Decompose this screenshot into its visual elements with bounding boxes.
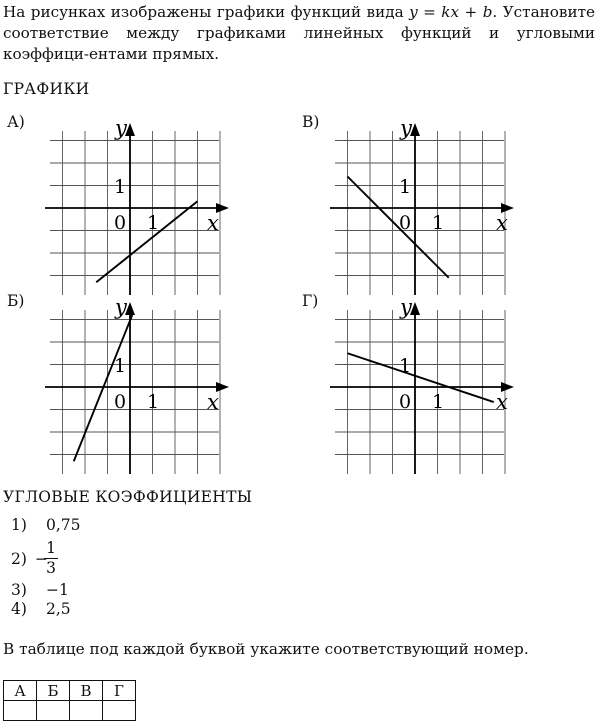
x-axis-label: x: [496, 211, 508, 235]
answer-cell-b[interactable]: [37, 701, 70, 721]
answer-header-v: В: [70, 681, 103, 701]
y-one-label: 1: [399, 176, 412, 198]
graph-b: [43, 295, 233, 482]
y-axis-label: y: [115, 295, 127, 319]
option-number: 2): [11, 550, 27, 568]
fraction-minus: −: [35, 550, 48, 568]
option-number: 3): [11, 581, 27, 599]
origin-label: 0: [114, 391, 127, 413]
answer-header-g: Г: [103, 681, 136, 701]
graph-a: [43, 116, 233, 303]
answer-header-a: А: [4, 681, 37, 701]
answer-table: [3, 680, 136, 721]
graph-v: [328, 116, 518, 303]
origin-label: 0: [399, 391, 412, 413]
answer-cell-v[interactable]: [70, 701, 103, 721]
answer-header-b: Б: [37, 681, 70, 701]
option-value: 0,75: [46, 516, 81, 534]
answer-cell-g[interactable]: [103, 701, 136, 721]
intro-text-start: На рисунках изображены графики функций вида: [3, 3, 410, 21]
option-value: −1: [46, 581, 69, 599]
answer-cell-a[interactable]: [4, 701, 37, 721]
y-one-label: 1: [114, 355, 127, 377]
y-one-label: 1: [399, 355, 412, 377]
x-one-label: 1: [432, 391, 445, 413]
origin-label: 0: [399, 212, 412, 234]
answer-table-header-row: [4, 681, 136, 701]
task-statement: [3, 2, 595, 65]
fraction-numerator: 1: [46, 539, 56, 557]
graphs-heading: ГРАФИКИ: [3, 80, 90, 98]
x-one-label: 1: [147, 212, 160, 234]
graph-b-line: [74, 315, 133, 461]
graph-label-v: В): [302, 113, 320, 131]
x-axis-label: x: [207, 390, 219, 414]
fraction-one-third: [44, 540, 58, 577]
x-axis-label: x: [496, 390, 508, 414]
graph-g: [328, 295, 518, 482]
coefficients-heading: УГЛОВЫЕ КОЭФФИЦИЕНТЫ: [3, 488, 253, 506]
fraction-denominator: 3: [46, 559, 56, 577]
graph-label-g: Г): [302, 292, 319, 310]
graph-label-a: А): [7, 113, 25, 131]
option-number: 4): [11, 600, 27, 618]
x-axis-label: x: [207, 211, 219, 235]
intro-text-end: . Установите соответствие между графиками линейных функций и угловыми коэффици-ентами прямых.: [3, 3, 595, 63]
instruction-text: В таблице под каждой буквой укажите соответствующий номер.: [3, 640, 529, 658]
graph-g-line: [348, 353, 494, 402]
y-axis-label: y: [115, 116, 127, 140]
x-one-label: 1: [432, 212, 445, 234]
origin-label: 0: [114, 212, 127, 234]
option-value: 2,5: [46, 600, 71, 618]
graph-label-b: Б): [7, 292, 25, 310]
x-one-label: 1: [147, 391, 160, 413]
option-number: 1): [11, 516, 27, 534]
y-axis-label: y: [400, 116, 412, 140]
y-axis-label: y: [400, 295, 412, 319]
formula: y = kx + b: [409, 3, 493, 21]
answer-table-input-row: [4, 701, 136, 721]
y-one-label: 1: [114, 176, 127, 198]
